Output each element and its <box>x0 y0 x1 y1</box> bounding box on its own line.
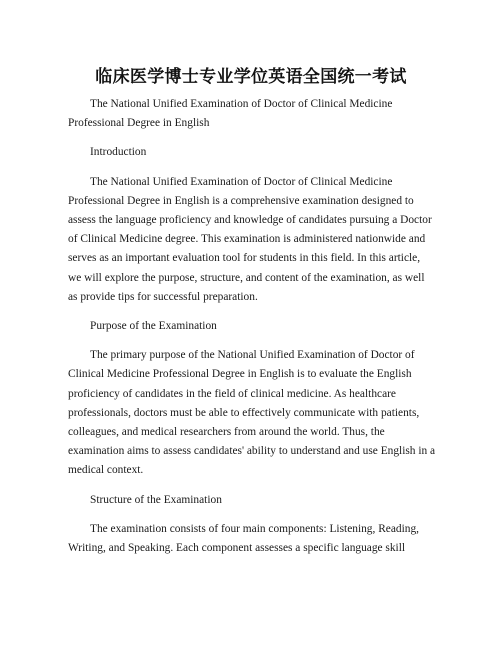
document-title: 临床医学博士专业学位英语全国统一考试 <box>95 67 407 87</box>
section-heading-introduction: Introduction <box>90 146 147 159</box>
structure-paragraph: The examination consists of four main components: Listening, Reading, Writing, and Speaking. Each component assesses a specific language skill <box>68 522 419 555</box>
introduction-paragraph: The National Unified Examination of Doctor of Clinical Medicine Professional Degree in English is a comprehensive examination designed to assess the language proficiency and knowledge of candidates pursuing a Doctor of Clinical Medicine degree. This examination is administered nationwide and serves as an important evaluation tool for students in this field. In this article, we will explore the purpose, structure, and content of the examination, as well as provide tips for successful preparation. <box>68 175 432 303</box>
purpose-paragraph: The primary purpose of the National Unified Examination of Doctor of Clinical Medicine Professional Degree in English is to evaluate the English proficiency of candidates in the field of clinical medicine. As healthcare professionals, doctors must be able to effectively communicate with patients, colleagues, and medical researchers from around the world. Thus, the examination aims to assess candidates' ability to understand and use English in a medical context. <box>68 349 436 477</box>
document-body <box>68 95 436 568</box>
section-heading-structure: Structure of the Examination <box>90 493 222 506</box>
section-heading-purpose: Purpose of the Examination <box>90 320 217 333</box>
subtitle-paragraph: The National Unified Examination of Doctor of Clinical Medicine Professional Degree in English <box>68 98 393 130</box>
